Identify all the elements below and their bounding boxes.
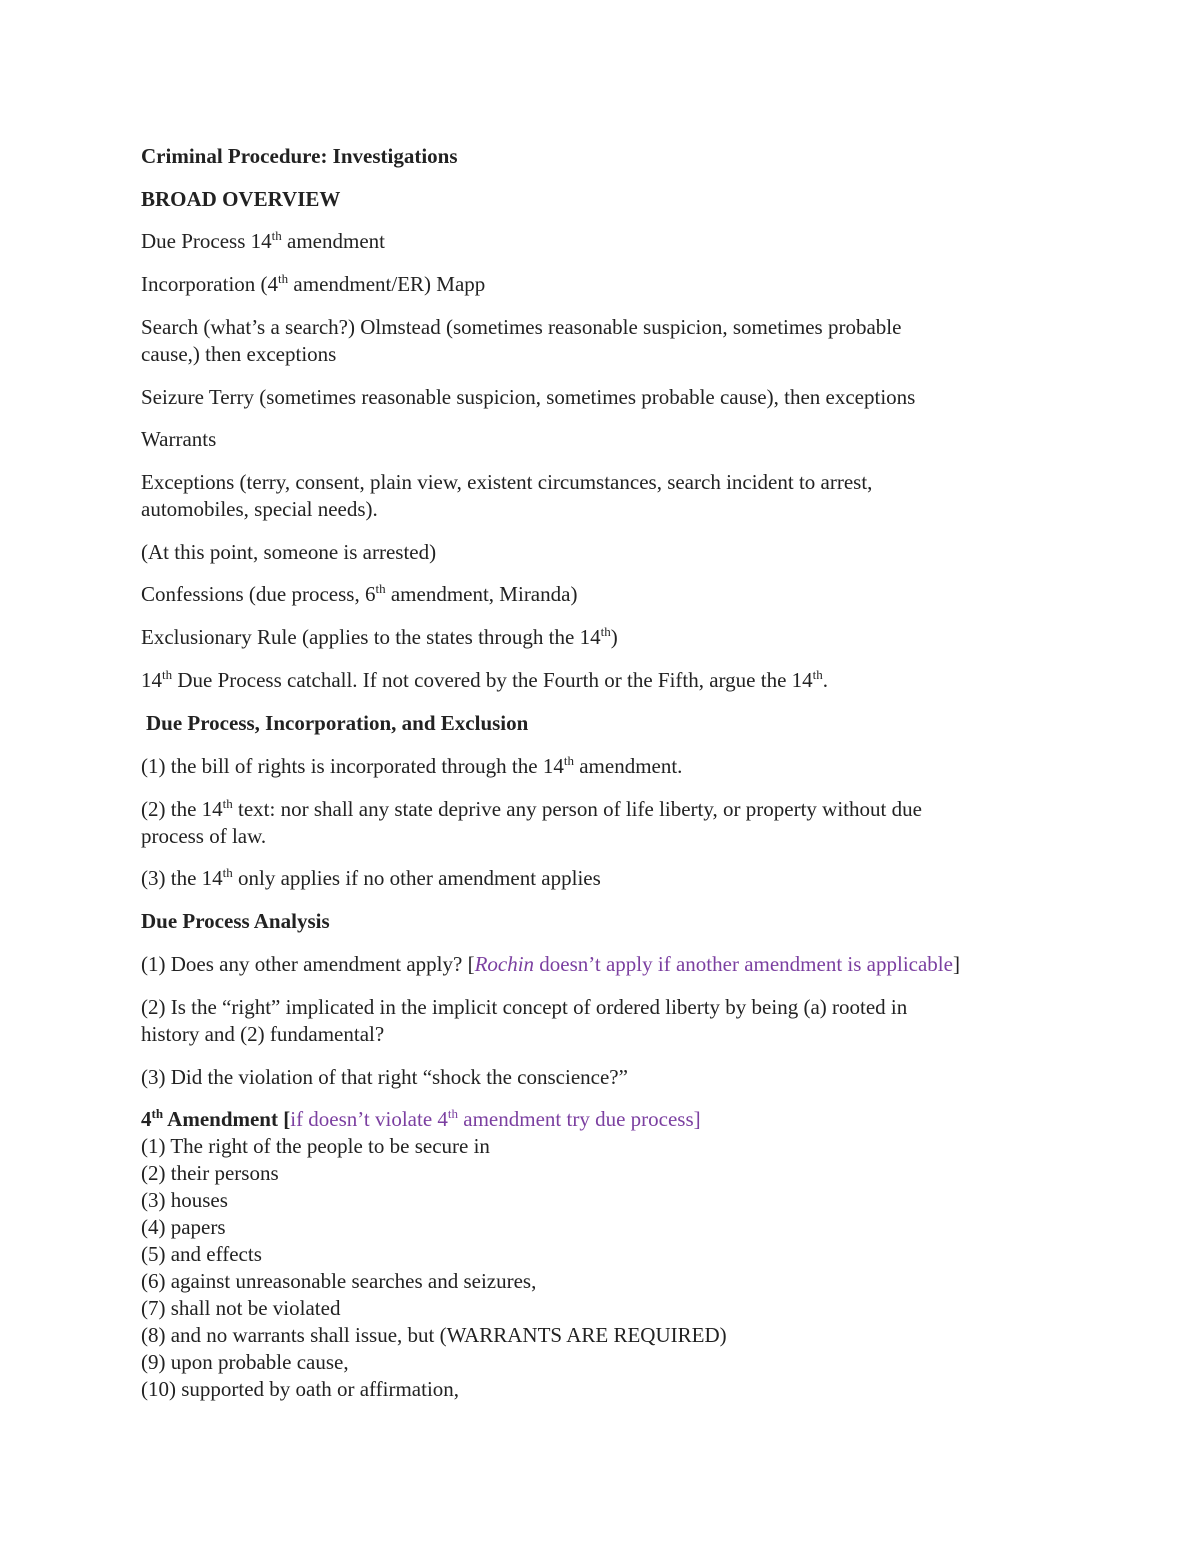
overview-incorporation: Incorporation (4th amendment/ER) Mapp <box>141 271 486 296</box>
dpie-item3: (3) the 14th only applies if no other amendment applies <box>141 865 601 890</box>
overview-exceptions-line2: automobiles, special needs). <box>141 497 378 521</box>
overview-warrants: Warrants <box>141 427 217 451</box>
overview-heading: BROAD OVERVIEW <box>141 187 341 211</box>
overview-confessions: Confessions (due process, 6th amendment, Miranda) <box>141 581 578 606</box>
overview-catchall: 14th Due Process catchall. If not covered by the Fourth or the Fifth, argue the 14th. <box>141 667 829 692</box>
dpa-question2-line1: (2) Is the “right” implicated in the implicit concept of ordered liberty by being (a) rooted in <box>141 995 908 1019</box>
dpa-question2-line2: history and (2) fundamental? <box>141 1022 385 1046</box>
overview-exceptions-line1: Exceptions (terry, consent, plain view, existent circumstances, search incident to arrest, <box>141 470 873 494</box>
fourth-item: (6) against unreasonable searches and seizures, <box>141 1269 537 1293</box>
overview-arrested: (At this point, someone is arrested) <box>141 540 437 564</box>
dpa-question3: (3) Did the violation of that right “shock the conscience?” <box>141 1065 628 1089</box>
overview-exclusionary: Exclusionary Rule (applies to the states through the 14th) <box>141 624 618 649</box>
dpie-item1: (1) the bill of rights is incorporated through the 14th amendment. <box>141 753 683 778</box>
fourth-item: (9) upon probable cause, <box>141 1350 349 1374</box>
document-title: Criminal Procedure: Investigations <box>141 144 458 168</box>
fourth-item: (7) shall not be violated <box>141 1296 341 1320</box>
fourth-item: (3) houses <box>141 1188 228 1212</box>
rochin-note: doesn’t apply if another amendment is applicable <box>534 952 953 976</box>
fourth-item: (4) papers <box>141 1215 226 1239</box>
fourth-item: (5) and effects <box>141 1242 262 1266</box>
fourth-item: (8) and no warrants shall issue, but (WARRANTS ARE REQUIRED) <box>141 1323 727 1347</box>
case-name-rochin: Rochin <box>474 952 535 976</box>
overview-due-process: Due Process 14th amendment <box>141 228 385 253</box>
fourth-amendment-note: if doesn’t violate 4th amendment try due process] <box>290 1106 701 1131</box>
dpie-heading: Due Process, Incorporation, and Exclusion <box>146 711 529 735</box>
fourth-item: (2) their persons <box>141 1161 279 1185</box>
dpie-item2-line1: (2) the 14th text: nor shall any state deprive any person of life liberty, or property without due <box>141 796 922 821</box>
dpie-item2-line2: process of law. <box>141 824 267 848</box>
dpa-heading: Due Process Analysis <box>141 909 330 933</box>
fourth-item: (1) The right of the people to be secure in <box>141 1134 490 1158</box>
overview-search-line2: cause,) then exceptions <box>141 342 337 366</box>
overview-search-line1: Search (what’s a search?) Olmstead (sometimes reasonable suspicion, sometimes probable <box>141 315 902 339</box>
fourth-item: (10) supported by oath or affirmation, <box>141 1377 460 1401</box>
dpa-question1: (1) Does any other amendment apply? [Rochin doesn’t apply if another amendment is applicable] <box>141 952 960 976</box>
fourth-amendment-heading: 4th Amendment [if doesn’t violate 4th amendment try due process] <box>141 1106 701 1131</box>
overview-seizure: Seizure Terry (sometimes reasonable suspicion, sometimes probable cause), then exceptions <box>141 385 916 409</box>
